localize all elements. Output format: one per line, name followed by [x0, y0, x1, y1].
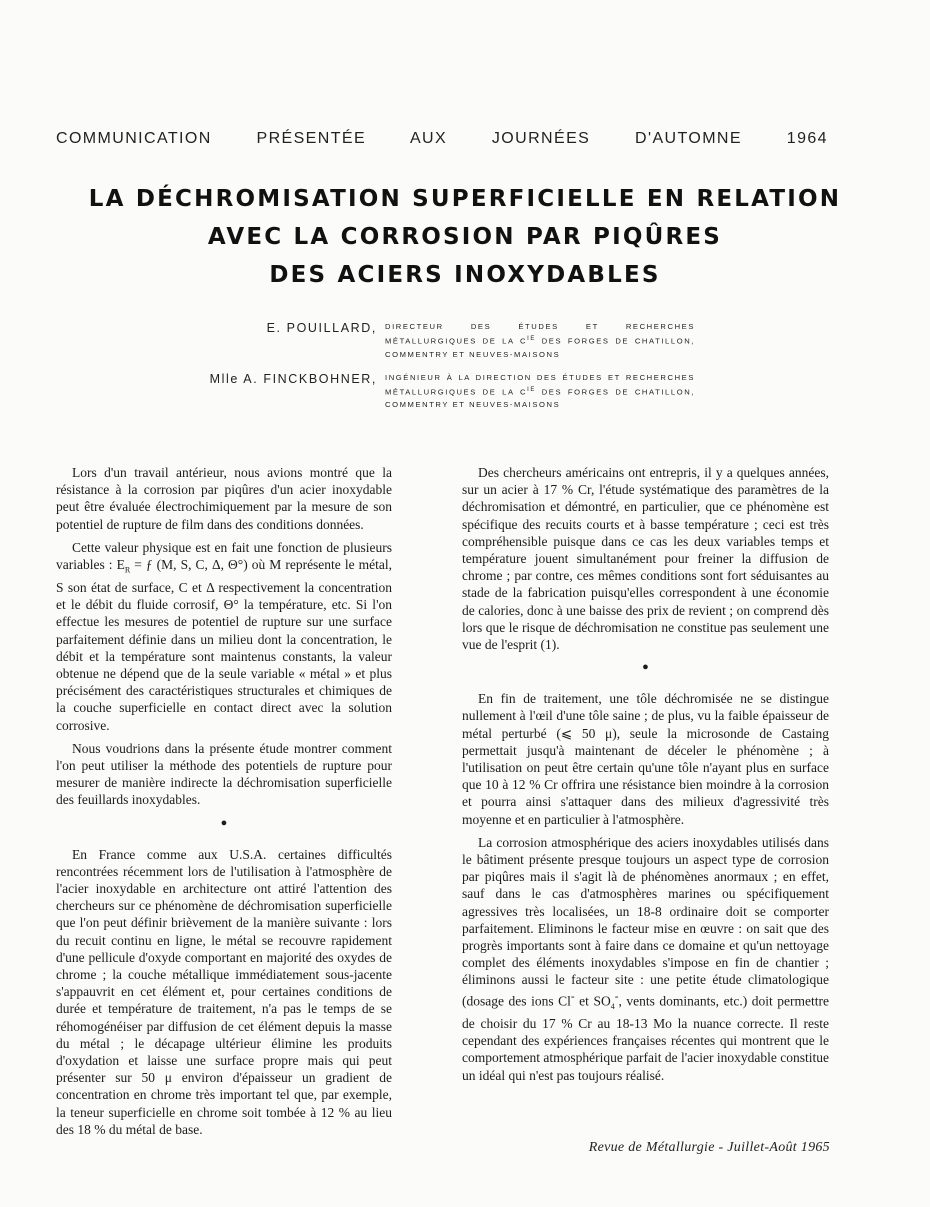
author-1-affiliation — [385, 320, 695, 361]
author-1 — [150, 320, 695, 361]
title-line-1: LA DÉCHROMISATION SUPERFICIELLE EN RELATION — [88, 186, 842, 212]
right-paragraph-3-c: , vents dominants, etc.) doit permettre de choisir du 17 % Cr au 18-13 Mo la nuance correcte. Il reste cependant des expériences françaises récentes qui montrent que le comportement atmosphérique parfait de l'acier inoxydable constitue un idéal qui n'est pas toujours réalisé. — [462, 993, 829, 1083]
left-paragraph-2-b: = ƒ (M, S, C, Δ, Θ°) où M représente le métal, S son état de surface, C et Δ respectivement la concentration et le débit du fluide corrosif, Θ° la température, etc. Si l'on effectue les mesures de potentiel de rupture sur une surface parfaitement définie dans un milieu dont la concentration, le débit et la température sont maintenus constants, la valeur obtenue ne dépend que de la seule variable « métal » et plus précisément des caractéristiques structurales et chimiques de la couche superficielle en contact direct avec la solution corrosive. — [56, 557, 392, 733]
right-column — [462, 464, 829, 1090]
author-2-affiliation — [385, 371, 695, 412]
right-paragraph-3-sup2: - — [614, 990, 619, 1003]
author-1-affiliation-sup: IE — [527, 336, 536, 342]
left-paragraph-2-sub: R — [124, 565, 131, 575]
section-bullet-right: ● — [642, 661, 649, 674]
author-2-name: Mlle A. FINCKBOHNER, — [209, 371, 377, 386]
right-paragraph-2: En fin de traitement, une tôle déchromisée ne se distingue nullement à l'œil d'une tôle saine ; de plus, vu la faible épaisseur de métal perturbé (⩽ 50 μ), seule la microsonde de Castaing permettait jusqu'à maintenant de déceler le phénomène ; à l'utilisation on peut être certain qu'une tôle n'ayant plus en surface que 10 à 12 % Cr offrira une résistance bien moindre à la corrosion et pourra ainsi s'attaquer dans des milieux d'agressivité très moyenne et en particulier à l'atmosphère. — [462, 691, 829, 827]
left-paragraph-2 — [56, 539, 392, 734]
right-paragraph-3-sup: - — [570, 990, 575, 1003]
right-paragraph-3-sub: 4 — [610, 1001, 615, 1011]
author-1-affiliation-a: DIRECTEUR DES ÉTUDES ET RECHERCHES MÉTALLURGIQUES DE LA C — [385, 322, 695, 346]
right-paragraph-3-b: et SO — [574, 993, 611, 1009]
journal-footer: Revue de Métallurgie - Juillet-Août 1965 — [588, 1140, 830, 1155]
title-line-2: AVEC LA CORROSION PAR PIQÛRES — [207, 224, 723, 250]
right-paragraph-1: Des chercheurs américains ont entrepris, il y a quelques années, sur un acier à 17 % Cr, l'étude systématique des paramètres de la déchromisation et démontré, en particulier, que ce phénomène est spécifique des recuits courts et à basse température ; ceci est très compréhensible puisque dans ce cas les deux variables temps et température jouent simultanément pour freiner la diffusion de chrome ; par contre, ces mêmes conditions sont fort séduisantes au stade de la fabrication puisqu'elles correspondent à une économie de calories, donc à une baisse des prix de revient ; on comprend dès lors que le risque de déchromisation ne constitue pas seulement une vue de l'esprit (1). — [462, 465, 829, 653]
article-title — [40, 180, 890, 294]
left-paragraph-4: En France comme aux U.S.A. certaines difficultés rencontrées récemment lors de l'utilisation à l'atmosphère de l'acier inoxydable en architecture ont attiré l'attention des chercheurs sur ce phénomène de déchromisation superficielle que l'on peut définir brièvement de la manière suivante : lors du recuit continu en ligne, le métal se recouvre rapidement d'une pellicule d'oxyde comportant en majorité des oxydes de chrome ; la couche métallique immédiatement sous-jacente s'appauvrit en cet élément et, pour certaines conditions de durée et température de traitement, n'a pas le temps de se réhomogénéiser par diffusion de cet élément depuis la masse du métal ; le décapage ultérieur élimine les produits d'oxydation et laisse une surface propre mais qui peut présenter sur 50 μ environ d'épaisseur un gradient de concentration en chrome très important tel que, par exemple, la teneur superficielle en chrome soit tombée à 12 % au lieu des 18 % du métal de base. — [56, 846, 392, 1137]
section-bullet-left: ● — [220, 816, 228, 829]
author-2-affiliation-sup: IE — [527, 386, 536, 393]
author-2-affiliation-a: INGÉNIEUR À LA DIRECTION DES ÉTUDES ET RECHERCHES MÉTALLURGIQUES DE LA C — [385, 372, 695, 397]
conference-header: COMMUNICATION PRÉSENTÉE AUX JOURNÉES D'AUTOMNE 1964 — [56, 130, 828, 147]
left-paragraph-3: Nous voudrions dans la présente étude montrer comment l'on peut utiliser la méthode des potentiels de rupture pour mesurer de manière indirecte la déchromisation superficielle des feuillards inoxydables. — [56, 740, 392, 808]
title-line-3: DES ACIERS INOXYDABLES — [269, 262, 661, 288]
author-block — [150, 320, 695, 421]
left-paragraph-2-a: Cette valeur physique est en fait une fonction de plusieurs variables : E — [56, 539, 392, 573]
left-column — [56, 464, 392, 1144]
author-1-name: E. POUILLARD, — [266, 321, 377, 335]
author-2 — [150, 371, 695, 412]
left-paragraph-1: Lors d'un travail antérieur, nous avions montré que la résistance à la corrosion par piqûres d'un acier inoxydable peut être évaluée électrochimiquement par la mesure de son potentiel de rupture de film dans des conditions données. — [56, 465, 392, 532]
author-2-affiliation-b: DES FORGES DE CHATILLON, COMMENTRY ET NEUVES-MAISONS — [385, 387, 695, 410]
author-1-affiliation-b: DES FORGES DE CHATILLON, COMMENTRY ET NEUVES-MAISONS — [385, 336, 695, 359]
right-paragraph-3-a: La corrosion atmosphérique des aciers inoxydables utilisés dans le bâtiment présente presque toujours un aspect type de corrosion par piqûres mais il s'agit là de phénomènes anormaux ; en effet, sauf dans le cas d'atmosphères marines ou spécifiquement agressives très localisées, un 18-8 ordinaire doit se comporter parfaitement. Eliminons le facteur mise en œuvre : on sait que des progrès importants sont à faire dans ce domaine et qu'un nettoyage complet des éléments inoxydables s'impose en fin de chantier ; éliminons aussi le facteur site : une petite étude climatologique (dosage des ions Cl — [462, 834, 829, 1009]
right-paragraph-3 — [462, 834, 829, 1084]
